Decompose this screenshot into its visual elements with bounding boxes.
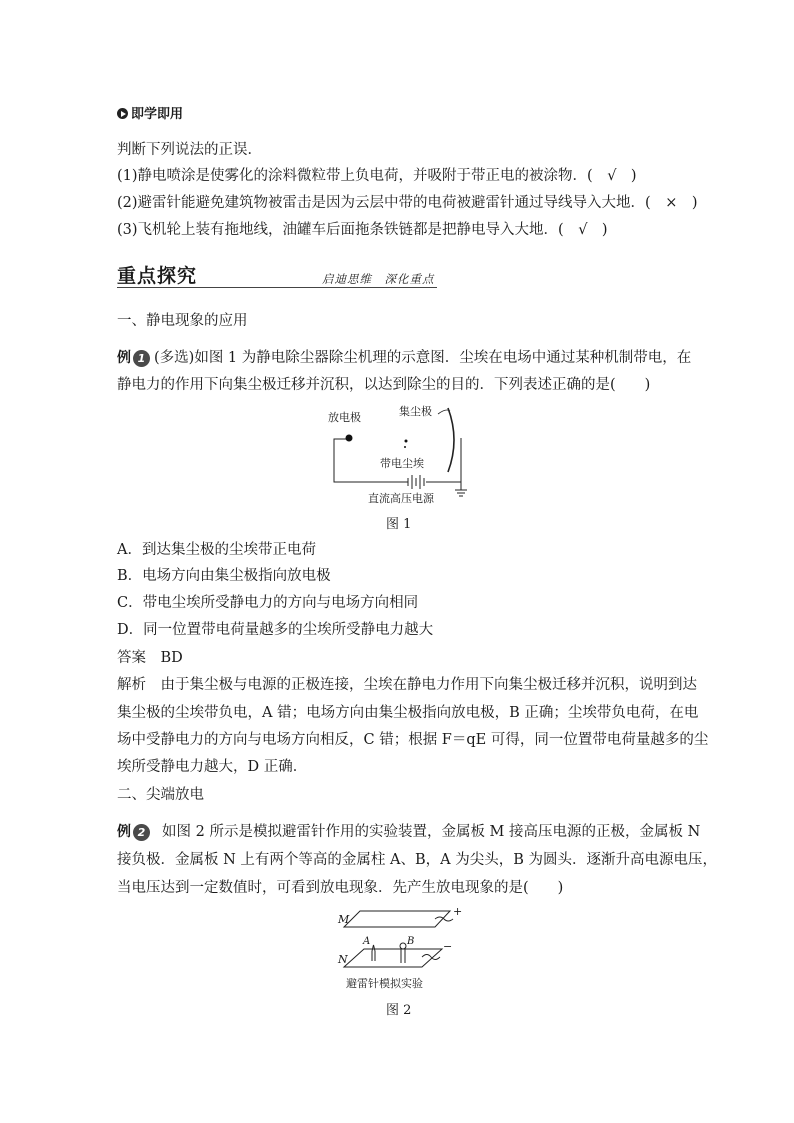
label-pillar-b: B — [407, 936, 415, 947]
answer-text: 答案 BD — [117, 650, 183, 666]
practice-heading: 即学即用 — [117, 105, 183, 125]
practice-item-2: (2)避雷针能避免建筑物被雷击是因为云层中带的电荷被避雷针通过导线导入大地．( × ) — [117, 195, 698, 211]
section-title: 重点探究 — [117, 265, 198, 287]
example-number-badge: 1 — [133, 350, 150, 367]
example-1-line-1: (多选)如图 1 为静电除尘器除尘机理的示意图．尘埃在电场中通过某种机制带电，在 — [154, 350, 692, 366]
analysis-line-4: 埃所受静电力越大，D 正确． — [117, 759, 308, 775]
option-c: C．带电尘埃所受静电力的方向与电场方向相同 — [117, 595, 419, 611]
example-2-line-2: 接负极．金属板 N 上有两个等高的金属柱 A、B，A 为尖头，B 为圆头．逐渐升高电源电压， — [117, 852, 717, 868]
label-plate-m: M — [338, 913, 350, 926]
label-discharge-electrode: 放电极 — [328, 411, 361, 424]
example-2-line-1: 如图 2 所示是模拟避雷针作用的实验装置，金属板 M 接高压电源的正极，金属板 N — [162, 824, 701, 840]
example-label: 例 — [117, 824, 131, 840]
example-1 — [117, 348, 691, 368]
practice-intro: 判断下列说法的正误． — [117, 142, 262, 158]
label-collector: 集尘极 — [399, 405, 432, 418]
practice-item-3: (3)飞机轮上装有拖地线，油罐车后面拖条铁链都是把静电导入大地．( √ ) — [117, 222, 608, 238]
example-label: 例 — [117, 350, 131, 366]
label-power-source: 直流高压电源 — [368, 492, 434, 505]
analysis-line-3: 场中受静电力的方向与电场方向相反，C 错；根据 F＝qE 可得，同一位置带电荷量越多的尘 — [117, 732, 709, 748]
label-experiment-name: 避雷针模拟实验 — [346, 977, 423, 990]
example-2 — [117, 822, 700, 842]
part2-title: 二、尖端放电 — [117, 787, 204, 803]
example-number-badge: 2 — [133, 824, 150, 841]
label-charged-dust: 带电尘埃 — [380, 457, 424, 470]
example-2-line-3: 当电压达到一定数值时，可看到放电现象．先产生放电现象的是( ) — [117, 880, 564, 896]
label-plate-n: N — [338, 953, 348, 966]
analysis-line-2: 集尘极的尘埃带负电，A 错；电场方向由集尘极指向放电极，B 正确；尘埃带负电荷，在电 — [117, 705, 699, 721]
option-d: D．同一位置带电荷量越多的尘埃所受静电力越大 — [117, 622, 434, 638]
section-subtitle: 启迪思维 深化重点 — [322, 272, 435, 286]
analysis-line-1: 解析 由于集尘极与电源的正极连接，尘埃在静电力作用下向集尘极迁移并沉积，说明到达 — [117, 677, 697, 693]
label-pillar-a: A — [363, 936, 371, 947]
play-circle-icon — [117, 108, 128, 119]
part1-title: 一、静电现象的应用 — [117, 313, 248, 329]
example-1-line-2: 静电力的作用下向集尘极迁移并沉积，以达到除尘的目的．下列表述正确的是( ) — [117, 377, 651, 393]
figure-1-caption: 图 1 — [386, 517, 412, 532]
label-negative: − — [443, 940, 453, 953]
option-b: B．电场方向由集尘极指向放电极 — [117, 568, 331, 584]
label-positive: + — [453, 905, 463, 918]
practice-item-1: (1)静电喷涂是使雾化的涂料微粒带上负电荷，并吸附于带正电的被涂物．( √ ) — [117, 168, 637, 184]
figure-2-caption: 图 2 — [386, 1003, 412, 1018]
section-divider — [117, 287, 437, 288]
option-a: A．到达集尘极的尘埃带正电荷 — [117, 542, 316, 558]
